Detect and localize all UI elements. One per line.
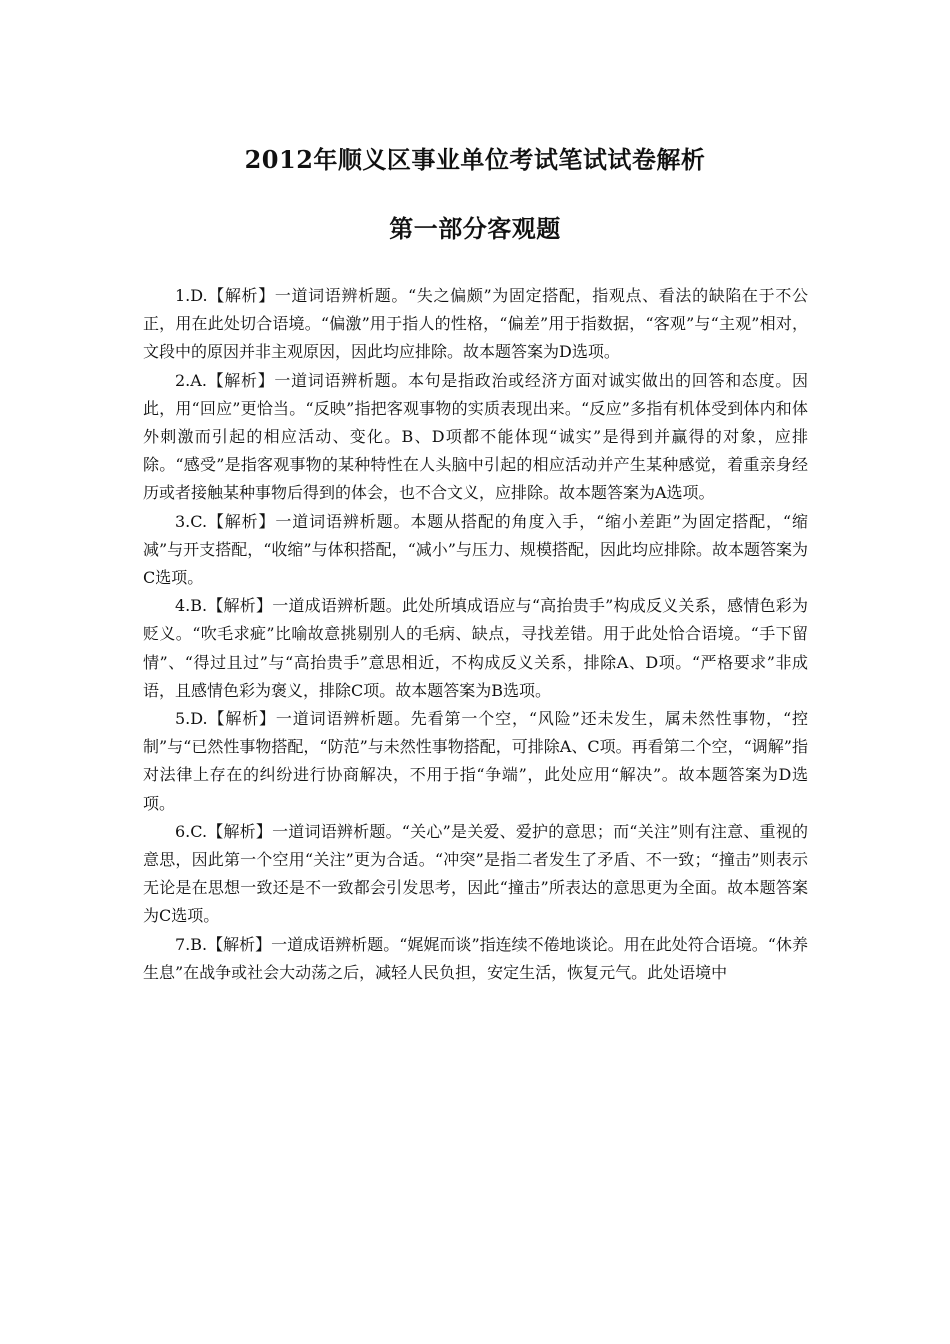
analysis-text: 一道词语辨析题。先看第一个空，“风险”还未发生，属未然性事物，“控制”与“已然性事物搭配，“防范”与未然性事物搭配，可排除A、C项。再看第二个空，“调解”指对法律上存在的纠纷进行协商解决，不用于指“争端”，此处应用“解决”。故本题答案为D选项。 [143, 709, 808, 813]
answer-item-6 [143, 818, 808, 931]
analysis-text: 一道成语辨析题。“娓娓而谈”指连续不倦地谈论。用在此处符合语境。“休养生息”在战争或社会大动荡之后，减轻人民负担，安定生活，恢复元气。此处语境中 [143, 934, 808, 982]
analysis-text: 一道词语辨析题。本题从搭配的角度入手，“缩小差距”为固定搭配，“缩减”与开支搭配，“收缩”与体积搭配，“减小”与压力、规模搭配，因此均应排除。故本题答案为C选项。 [143, 511, 808, 588]
answer-number: 4.B. [175, 596, 208, 616]
analysis-tag: 【解析】 [207, 709, 276, 729]
answer-item-1 [143, 282, 808, 367]
answer-number: 6.C. [175, 821, 208, 841]
analysis-tag: 【解析】 [207, 596, 273, 616]
answer-number: 7.B. [175, 934, 208, 954]
answer-item-3 [143, 508, 808, 593]
analysis-text: 一道词语辨析题。“失之偏颇”为固定搭配，指观点、看法的缺陷在于不公正，用在此处切合语境。“偏激”用于指人的性格，“偏差”用于指数据，“客观”与“主观”相对，文段中的原因并非主观原因，因此均应排除。故本题答案为D选项。 [143, 286, 808, 362]
answer-number: 1.D. [175, 286, 208, 305]
analysis-tag: 【解析】 [206, 370, 275, 390]
analysis-text: 一道词语辨析题。“关心”是关爱、爱护的意思；而“关注”则有注意、重视的意思，因此第一个空用“关注”更为合适。“冲突”是指二者发生了矛盾、不一致；“撞击”则表示无论是在思想一致还是不一致都会引发思考，因此“撞击”所表达的意思更为全面。故本题答案为C选项。 [143, 821, 808, 926]
answer-explanations [143, 282, 808, 987]
analysis-tag: 【解析】 [207, 286, 275, 305]
analysis-tag: 【解析】 [207, 821, 273, 841]
document-title: 2012年顺义区事业单位考试笔试试卷解析 [244, 145, 706, 174]
analysis-tag: 【解析】 [207, 511, 276, 531]
answer-number: 2.A. [175, 370, 207, 390]
answer-number: 5.D. [175, 709, 208, 729]
analysis-text: 一道成语辨析题。此处所填成语应与“高抬贵手”构成反义关系，感情色彩为贬义。“吹毛求疵”比喻故意挑剔别人的毛病、缺点，寻找差错。用于此处恰合语境。“手下留情”、“得过且过”与“高抬贵手”意思相近，不构成反义关系，排除A、D项。“严格要求”非成语，且感情色彩为褒义，排除C项。故本题答案为B选项。 [143, 596, 808, 700]
answer-item-4 [143, 592, 808, 705]
analysis-text: 一道词语辨析题。本句是指政治或经济方面对诚实做出的回答和态度。因此，用“回应”更恰当。“反映”指把客观事物的实质表现出来。“反应”多指有机体受到体内和体外刺激而引起的相应活动、变化。B、D项都不能体现“诚实”是得到并赢得的对象，应排除。“感受”是指客观事物的某种特性在人头脑中引起的相应活动并产生某种感觉，着重亲身经历或者接触某种事物后得到的体会，也不合文义，应排除。故本题答案为A选项。 [143, 370, 808, 503]
analysis-tag: 【解析】 [207, 934, 272, 954]
answer-item-2 [143, 367, 808, 508]
answer-item-7 [143, 931, 808, 987]
answer-number: 3.C. [175, 511, 208, 531]
section-title: 第一部分客观题 [389, 214, 561, 243]
answer-item-5 [143, 705, 808, 818]
